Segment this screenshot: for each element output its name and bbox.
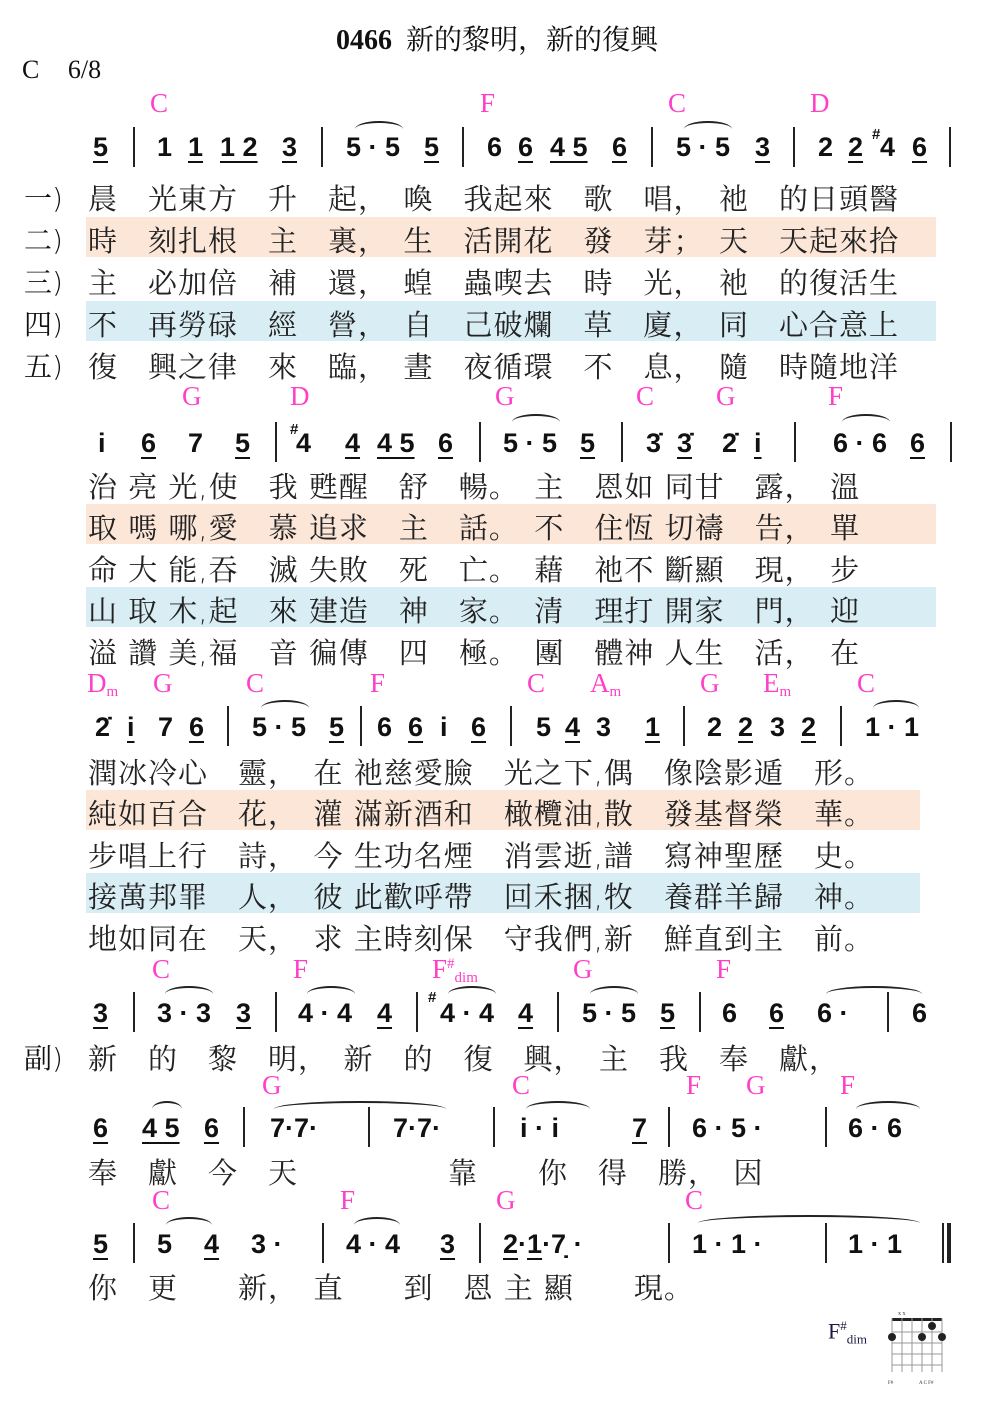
time-signature: 6/8 [67, 55, 102, 84]
verse-label: 四) [24, 308, 63, 341]
svg-text:F#: F# [888, 1381, 894, 1386]
final-barline-thick [947, 1223, 951, 1263]
note: 3 [596, 712, 612, 742]
note: 3 · [251, 1229, 283, 1259]
barline [699, 992, 701, 1032]
chord: G [746, 1070, 766, 1100]
chord: C [512, 1070, 531, 1100]
lyric-line: 取 嗎 哪,愛 慕 追求 主 話。 不 住恆 切禱 告， 單 [88, 511, 861, 545]
barline [360, 706, 362, 746]
lyric-line: 奉 獻 今 天 靠 你 得 勝， 因 [88, 1156, 764, 1190]
chord: C [152, 1185, 171, 1215]
note: 5 [93, 132, 109, 162]
note: i [754, 428, 762, 458]
chord: F [686, 1070, 702, 1100]
note: 5 [424, 132, 440, 162]
note: 2 [707, 712, 723, 742]
lyric-line: 時 刻扎根 主 裏， 生 活開花 發 芽； 天 天起來拾 [88, 224, 900, 258]
barline [243, 1107, 245, 1147]
note: 7·7· [393, 1113, 442, 1143]
note: 5 [329, 712, 345, 742]
lyric-line: 治 亮 光,使 我 甦醒 舒 暢。 主 恩如 同甘 露， 溫 [88, 470, 861, 504]
chord: G [153, 668, 173, 698]
chord: F [370, 668, 386, 698]
lyric-line: 接萬邦罪 人， 彼 此歡呼帶 回禾捆,牧 養群羊歸 神。 [88, 880, 874, 914]
note: 4 [296, 428, 312, 458]
sharp-sign: # [872, 126, 881, 143]
barline [275, 992, 277, 1032]
note: 6 [769, 998, 785, 1028]
sharp-sign: # [290, 421, 299, 438]
chord: C [152, 954, 171, 984]
note: 2 [738, 712, 754, 742]
chord: F [828, 381, 844, 411]
chorus-label: 副) [24, 1042, 63, 1075]
lyric-line: 復 興之律 來 臨， 晝 夜循環 不 息， 隨 時隨地洋 [88, 350, 900, 384]
svg-text:x x: x x [898, 1311, 906, 1317]
note: 6 · 5 · [692, 1113, 763, 1143]
note: 4 · 4 [346, 1229, 401, 1259]
note: 5 [536, 712, 552, 742]
note: 3 · 3 [157, 998, 212, 1028]
verse-label: 五) [24, 350, 63, 383]
chord: G [716, 381, 736, 411]
verse-label: 三) [24, 266, 63, 299]
chord: C [685, 1185, 704, 1215]
lyric-line: 不 再勞碌 經 營， 自 己破爛 草 廈， 同 心合意上 [88, 308, 900, 342]
note: 1 [157, 132, 173, 162]
key-tonic: C [22, 55, 40, 84]
note: 5 · 5 [676, 132, 731, 162]
chord: $F^{\#}_{dim}$ [432, 954, 478, 986]
barline [227, 706, 229, 746]
lyric-line: 主 必加倍 補 還， 蝗 蟲喫去 時 光， 祂 的復活生 [88, 266, 900, 300]
lyric-line: 你 更 新， 直 到 恩 主 顯 現。 [88, 1271, 694, 1305]
note: 2 [801, 712, 817, 742]
chord: C [857, 668, 876, 698]
barline [651, 127, 653, 167]
note: 3 [770, 712, 786, 742]
note: 6 [471, 712, 487, 742]
final-barline-thin [942, 1223, 944, 1263]
barline [825, 1107, 827, 1147]
note: 4 [880, 132, 896, 162]
lyric-line: 純如百合 花， 灌 滿新酒和 橄欖油,散 發基督榮 華。 [88, 797, 874, 831]
note: 6 [408, 712, 424, 742]
key-signature [22, 55, 101, 85]
note: 1 [188, 132, 204, 162]
note: 4 [204, 1229, 220, 1259]
note: 2 [848, 132, 864, 162]
note: 4 [377, 998, 393, 1028]
barline [416, 992, 418, 1032]
chord: G [262, 1070, 282, 1100]
note: 6 · 6 [848, 1113, 903, 1143]
note: 5 [157, 1229, 173, 1259]
barline [510, 706, 512, 746]
chord: $D_m$ [87, 668, 119, 700]
note: 6 [438, 428, 454, 458]
barline [668, 1223, 670, 1263]
note: 4 5 [377, 428, 415, 458]
note: 6 [189, 712, 205, 742]
note: 3 [236, 998, 252, 1028]
barline [322, 1223, 324, 1263]
lyric-line: 溢 讚 美,福 音 徧傳 四 極。 團 體神 人生 活， 在 [88, 636, 861, 670]
note: i · i [520, 1113, 559, 1143]
note: 6 · [817, 998, 849, 1028]
lyric-line: 地如同在 天， 求 主時刻保 守我們,新 鮮直到主 前。 [88, 922, 874, 956]
lyric-line: 步唱上行 詩， 今 生功名煙 消雲逝,譜 寫神聖歷 史。 [88, 839, 874, 873]
note: 3 [93, 998, 109, 1028]
note: 4 5 [550, 132, 588, 162]
chord: C [527, 668, 546, 698]
chord: G [496, 1185, 516, 1215]
song-name: 新的黎明，新的復興 [405, 25, 658, 56]
note: 6 [377, 712, 393, 742]
note: 6 [722, 998, 738, 1028]
note: 3 [755, 132, 771, 162]
barline [668, 1107, 670, 1147]
chord: F [480, 88, 496, 118]
note: 7 [188, 428, 204, 458]
chord-diagram-label: $F^{\#}_{dim}$ [828, 1318, 867, 1347]
note: 1 2 [220, 132, 258, 162]
chord: G [495, 381, 515, 411]
sharp-sign: # [428, 989, 437, 1006]
note: 7 [158, 712, 174, 742]
barline [133, 127, 135, 167]
barline [462, 127, 464, 167]
note: 4 [345, 428, 361, 458]
note: 1 · 1 [865, 712, 920, 742]
barline [479, 1223, 481, 1263]
barline [133, 992, 135, 1032]
note: 4 [518, 998, 534, 1028]
note: 5 · 5 [252, 712, 307, 742]
barline [949, 127, 951, 167]
chord: F [840, 1070, 856, 1100]
note: 1 · 1 · [692, 1229, 763, 1259]
chord: C [636, 381, 655, 411]
note: 3̇ [677, 428, 693, 458]
note: 5 · 5 [503, 428, 558, 458]
barline [479, 422, 481, 462]
barline [793, 127, 795, 167]
note: 6 [612, 132, 628, 162]
note: 2̇ [95, 712, 111, 742]
note: 7·7· [270, 1113, 319, 1143]
barline [557, 992, 559, 1032]
barline [683, 706, 685, 746]
barline [493, 1107, 495, 1147]
lyric-line: 晨 光東方 升 起， 喚 我起來 歌 唱， 祂 的日頭醫 [88, 182, 900, 216]
verse-label: 一) [24, 182, 63, 215]
barline [950, 422, 952, 462]
note: 6 [912, 132, 928, 162]
lyric-line: 新 的 黎 明， 新 的 復 興， 主 我 奉 獻， [88, 1042, 840, 1076]
chord-diagram-icon [886, 1310, 946, 1390]
chord: D [290, 381, 310, 411]
note: 1 [645, 712, 661, 742]
chord: G [700, 668, 720, 698]
chord: G [182, 381, 202, 411]
note: 5 [580, 428, 596, 458]
note: 6 [93, 1113, 109, 1143]
note: 2̇ [722, 428, 738, 458]
lyric-line: 山 取 木,起 來 建造 神 家。 清 理打 開家 門， 迎 [88, 594, 861, 628]
note: 6 [487, 132, 503, 162]
chord: F [293, 954, 309, 984]
note: 5 [660, 998, 676, 1028]
note: 3̇ [646, 428, 662, 458]
note: 6 [204, 1113, 220, 1143]
barline [621, 422, 623, 462]
note: 5 [235, 428, 251, 458]
chord: F [716, 954, 732, 984]
song-number: 0466 [335, 25, 392, 56]
chord: G [573, 954, 593, 984]
barline [794, 422, 796, 462]
lyric-line: 命 大 能,吞 滅 失敗 死 亡。 藉 祂不 斷顯 現， 步 [88, 553, 861, 587]
note: 3 [440, 1229, 456, 1259]
chord: F [340, 1185, 356, 1215]
song-title [0, 18, 994, 58]
note: 5 · 5 [582, 998, 637, 1028]
chord: C [150, 88, 169, 118]
note: 4 5 [142, 1113, 180, 1143]
note: 1 · 1 [848, 1229, 903, 1259]
chord: C [246, 668, 265, 698]
note: 3 [282, 132, 298, 162]
barline [275, 422, 277, 462]
note: 5 · 5 [346, 132, 401, 162]
verse-label: 二) [24, 224, 63, 257]
note: 6 [518, 132, 534, 162]
note: 6 [141, 428, 157, 458]
chord: $A_m$ [590, 668, 622, 700]
note: 4 [565, 712, 581, 742]
barline [321, 127, 323, 167]
barline [840, 706, 842, 746]
note: 5 [93, 1229, 109, 1259]
chord: $E_m$ [763, 668, 792, 700]
chord: D [810, 88, 830, 118]
svg-text:A C F#: A C F# [919, 1381, 934, 1386]
barline [368, 1107, 370, 1147]
barline [825, 1223, 827, 1263]
chord: C [668, 88, 687, 118]
note: i [98, 428, 106, 458]
note: 6 · 6 [833, 428, 888, 458]
note: 2·1·7̣ · [503, 1229, 583, 1259]
note: i [440, 712, 448, 742]
note: 6 [912, 998, 928, 1028]
barline [887, 992, 889, 1032]
note: 6 [910, 428, 926, 458]
barline [133, 1223, 135, 1263]
note: 4 · 4 [298, 998, 353, 1028]
lyric-line: 潤冰冷心 靈， 在 祂慈愛臉 光之下,偶 像陰影遁 形。 [88, 756, 874, 790]
note: 7 [632, 1113, 648, 1143]
note: i [127, 712, 135, 742]
note: 4 · 4 [440, 998, 495, 1028]
note: 2 [818, 132, 834, 162]
